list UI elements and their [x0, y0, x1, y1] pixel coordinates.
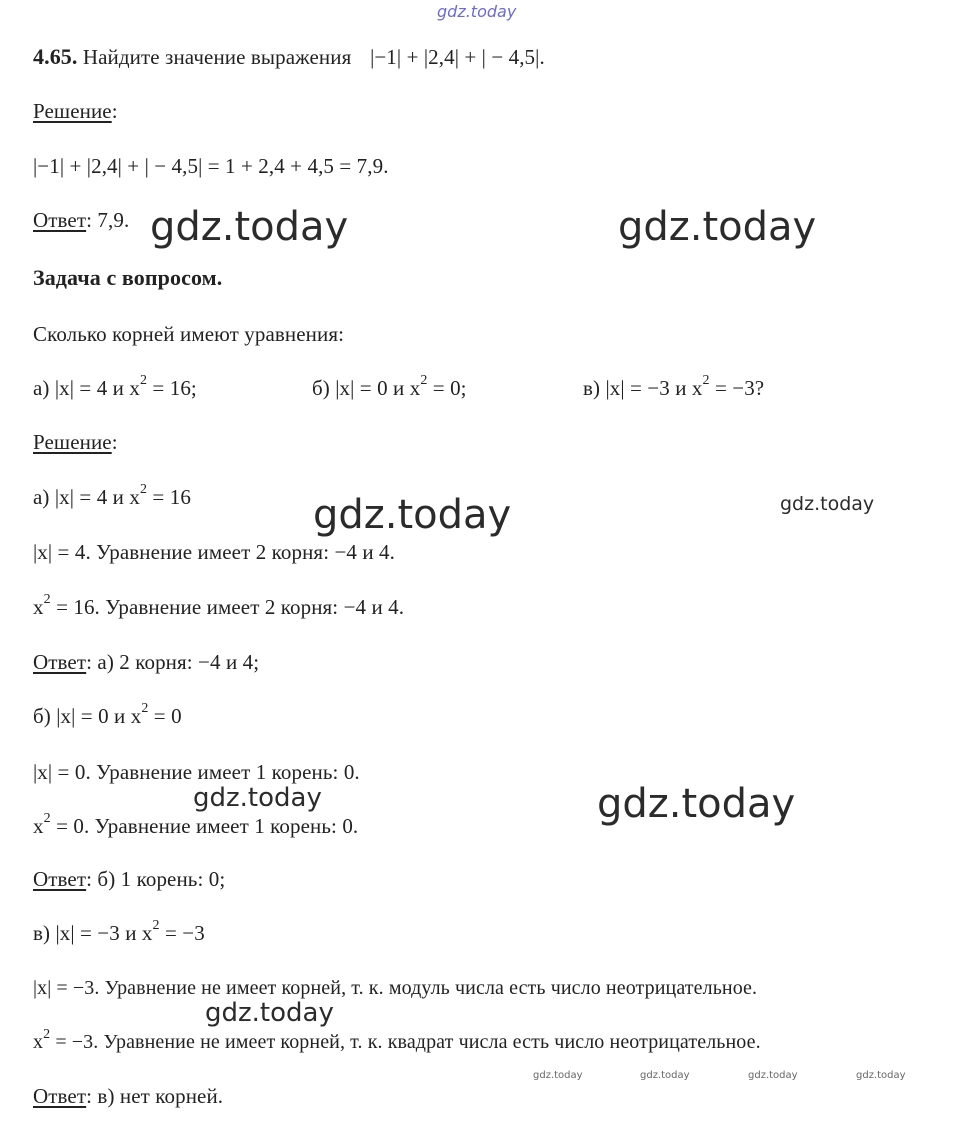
solution-label: Решение	[33, 99, 112, 123]
answer-label-a: Ответ	[33, 650, 87, 674]
option-c	[583, 373, 765, 400]
part-a-line1: |x| = 4. Уравнение имеет 2 корня: −4 и 4.	[33, 540, 396, 564]
watermark: gdz.today	[205, 998, 334, 1028]
part-b-line2	[33, 811, 359, 838]
watermark: gdz.today	[313, 492, 512, 538]
watermark: gdz.today	[748, 1070, 798, 1081]
part-a-line2-prefix: x	[33, 595, 44, 619]
colon: :	[111, 99, 118, 123]
part-c-header-prefix: в) |x| = −3 и x	[33, 921, 153, 945]
option-a	[33, 373, 197, 400]
part-c-answer	[33, 1086, 223, 1107]
part-b-line2-exp: 2	[43, 811, 51, 826]
solution-heading-2	[33, 432, 118, 453]
part-b-line2-prefix: x	[33, 814, 44, 838]
solution-heading-1	[33, 101, 118, 122]
watermark-top: gdz.today	[437, 2, 517, 21]
option-c-suffix: = −3?	[709, 376, 765, 400]
answer-1	[33, 210, 129, 231]
answer-label: Ответ	[33, 208, 87, 232]
part-c-line1: |x| = −3. Уравнение не имеет корней, т. к. модуль числа есть число неотрицательное.	[33, 977, 758, 999]
part-c-header-suffix: = −3	[159, 921, 205, 945]
solution-label-2: Решение	[33, 430, 112, 454]
question: Сколько корней имеют уравнения:	[33, 322, 345, 346]
part-a-header-suffix: = 16	[147, 485, 191, 509]
answer-label-c: Ответ	[33, 1084, 87, 1108]
option-a-exp: 2	[139, 373, 148, 388]
part-a-answer	[33, 652, 259, 673]
watermark: gdz.today	[640, 1070, 690, 1081]
option-a-suffix: = 16;	[147, 376, 197, 400]
option-b	[312, 373, 467, 400]
watermark: gdz.today	[780, 493, 875, 515]
part-c-line2-prefix: x	[33, 1031, 44, 1053]
problem-number: 4.65.	[33, 44, 78, 69]
part-a-line2-exp: 2	[43, 592, 51, 607]
part-a-answer-value: : а) 2 корня: −4 и 4;	[86, 650, 260, 674]
part-b-line2-suffix: = 0. Уравнение имеет 1 корень: 0.	[50, 814, 359, 838]
colon-2: :	[111, 430, 118, 454]
problem-expression: |−1| + |2,4| + | − 4,5|.	[370, 45, 545, 69]
part-c-line2	[33, 1027, 761, 1053]
answer-1-value: : 7,9.	[86, 208, 130, 232]
problem-text: Найдите значение выражения	[82, 45, 352, 69]
calc-line: |−1| + |2,4| + | − 4,5| = 1 + 2,4 + 4,5 = 7,9.	[33, 154, 389, 178]
part-a-header-prefix: а) |x| = 4 и x	[33, 485, 140, 509]
watermark: gdz.today	[856, 1070, 906, 1081]
watermark: gdz.today	[533, 1070, 583, 1081]
part-b-header-suffix: = 0	[148, 704, 182, 728]
part-a-header-exp: 2	[139, 482, 148, 497]
part-c-line2-suffix: = −3. Уравнение не имеет корней, т. к. квадрат числа есть число неотрицательное.	[50, 1031, 761, 1053]
option-c-exp: 2	[702, 373, 710, 388]
answer-label-b: Ответ	[33, 867, 87, 891]
option-b-suffix: = 0;	[427, 376, 467, 400]
watermark: gdz.today	[193, 783, 322, 813]
option-b-exp: 2	[420, 373, 428, 388]
part-c-header-exp: 2	[152, 918, 160, 933]
problem-statement	[33, 46, 545, 68]
part-a-line2	[33, 592, 405, 619]
part-b-header-prefix: б) |x| = 0 и x	[33, 704, 142, 728]
part-a-header	[33, 482, 191, 509]
option-b-prefix: б) |x| = 0 и x	[312, 376, 421, 400]
watermark: gdz.today	[150, 204, 349, 250]
part-b-header-exp: 2	[141, 701, 149, 716]
part-b-answer	[33, 869, 225, 890]
part-b-header	[33, 701, 182, 728]
part-c-answer-value: : в) нет корней.	[86, 1084, 224, 1108]
option-c-prefix: в) |x| = −3 и x	[583, 376, 703, 400]
part-c-header	[33, 918, 205, 945]
part-b-answer-value: : б) 1 корень: 0;	[86, 867, 226, 891]
watermark: gdz.today	[618, 204, 817, 250]
task-heading: Задача с вопросом.	[33, 265, 223, 290]
part-a-line2-suffix: = 16. Уравнение имеет 2 корня: −4 и 4.	[50, 595, 405, 619]
watermark: gdz.today	[597, 781, 796, 827]
option-a-prefix: а) |x| = 4 и x	[33, 376, 140, 400]
part-c-line2-exp: 2	[43, 1027, 51, 1042]
part-b-line1: |x| = 0. Уравнение имеет 1 корень: 0.	[33, 760, 360, 784]
